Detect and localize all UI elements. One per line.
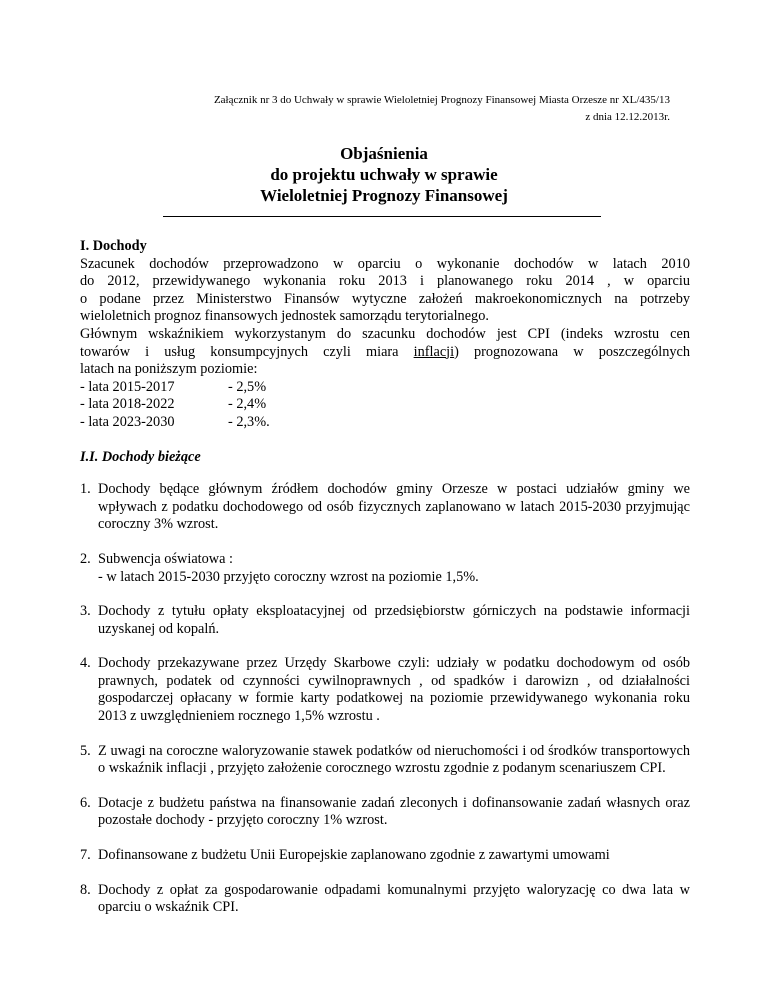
list-item [80, 847, 690, 865]
list-item [80, 655, 690, 725]
item-number: 2. [80, 550, 91, 567]
cpi-label: - lata 2015-2017 [80, 378, 175, 395]
para1-line3: o podane przez Ministerstwo Finansów wytyczne założeń makroekonomicznych na potrzeby [80, 290, 690, 307]
item-number: 3. [80, 603, 91, 620]
cpi-value: - 2,3%. [228, 413, 270, 430]
list-item [80, 795, 690, 830]
list-item [80, 481, 690, 534]
cpi-value: - 2,5% [228, 378, 267, 395]
item-text: Dotacje z budżetu państwa na finansowanie zadań zleconych i dofinansowanie zadań własnych oraz pozostałe dochody - przyjęto coroczny 1% wzrost. [98, 794, 690, 829]
cpi-row [80, 396, 690, 414]
para1-line2: do 2012, przewidywanego wykonania roku 2013 i planowanego roku 2014 , w oparciu [80, 273, 690, 290]
para1-line1: Szacunek dochodów przeprowadzono w oparciu o wykonanie dochodów w latach 2010 [80, 255, 690, 272]
item-number: 4. [80, 655, 91, 672]
item-number: 5. [80, 742, 91, 759]
list-item [80, 743, 690, 778]
income-items-list [80, 481, 690, 917]
para2-line2a: towarów i usług konsumpcyjnych czyli miara [80, 343, 414, 360]
item-number: 6. [80, 794, 91, 811]
document-title [0, 143, 768, 206]
title-line-2: do projektu uchwały w sprawie [270, 165, 498, 184]
cpi-row [80, 379, 690, 397]
subsection-heading-current-income: I.I. Dochody bieżące [80, 448, 201, 465]
item-number: 8. [80, 881, 91, 898]
para2-line2 [80, 344, 690, 362]
item-number: 1. [80, 481, 91, 498]
title-line-3: Wieloletniej Prognozy Finansowej [260, 186, 508, 205]
inflation-link[interactable]: inflacji [413, 343, 455, 360]
item-number: 7. [80, 847, 91, 864]
cpi-value: - 2,4% [228, 396, 267, 413]
attachment-date: z dnia 12.12.2013r. [585, 111, 670, 123]
item-text: Dochody będące głównym źródłem dochodów gminy Orzesze w postaci udziałów gminy we wpływach z podatku dochodowego od osób fizycznych zaplanowano w latach 2015-2030 przyjmując coroczny 3% wzrost. [98, 481, 690, 533]
list-item [80, 551, 690, 586]
item-text [98, 551, 690, 586]
para2-line2b: ) prognozowana w poszczególnych [454, 343, 690, 360]
item-text-line1: Subwencja oświatowa : [98, 550, 233, 567]
cpi-label: - lata 2023-2030 [80, 413, 175, 430]
title-divider [163, 216, 601, 217]
list-item [80, 882, 690, 917]
attachment-header: Załącznik nr 3 do Uchwały w sprawie Wieloletniej Prognozy Finansowej Miasta Orzesze nr XL/435/13 [213, 94, 670, 106]
item-text: Dochody z tytułu opłaty eksploatacyjnej od przedsiębiorstw górniczych na podstawie informacji uzyskanej od kopalń. [98, 603, 690, 637]
item-text: Dochody z opłat za gospodarowanie odpadami komunalnymi przyjęto waloryzację co dwa lata w oparciu o wskaźnik CPI. [98, 881, 690, 916]
item-text-line2: - w latach 2015-2030 przyjęto coroczny wzrost na poziomie 1,5%. [98, 568, 479, 585]
cpi-label: - lata 2018-2022 [80, 396, 175, 413]
list-item [80, 603, 690, 638]
para2-line3: latach na poniższym poziomie: [80, 361, 258, 378]
document-body [80, 238, 690, 934]
cpi-row [80, 414, 690, 432]
item-text: Dofinansowane z budżetu Unii Europejskie zaplanowano zgodnie z zawartymi umowami [98, 847, 610, 864]
item-text: Dochody przekazywane przez Urzędy Skarbowe czyli: udziały w podatku dochodowym od osób prawnych, podatek od czynności cywilnoprawnych , od spadków i darowizn , od działalności gospodarczej opłacany w formie karty podatkowej na poziomie przewidywanego wykonania roku 2013 z uwzględnieniem rocznego 1,5% wzrostu . [98, 655, 690, 725]
section-heading-income: I. Dochody [80, 238, 147, 254]
title-line-1: Objaśnienia [340, 144, 428, 163]
para2-line1: Głównym wskaźnikiem wykorzystanym do szacunku dochodów jest CPI (indeks wzrostu cen [80, 325, 690, 342]
para1-line4: wieloletnich prognoz finansowych jednostek samorządu terytorialnego. [80, 308, 489, 325]
item-text: Z uwagi na coroczne waloryzowanie stawek podatków od nieruchomości i od środków transportowych o wskaźnik inflacji , przyjęto założenie corocznego wzrostu zgodnie z podanym scenariuszem CPI. [98, 742, 690, 777]
